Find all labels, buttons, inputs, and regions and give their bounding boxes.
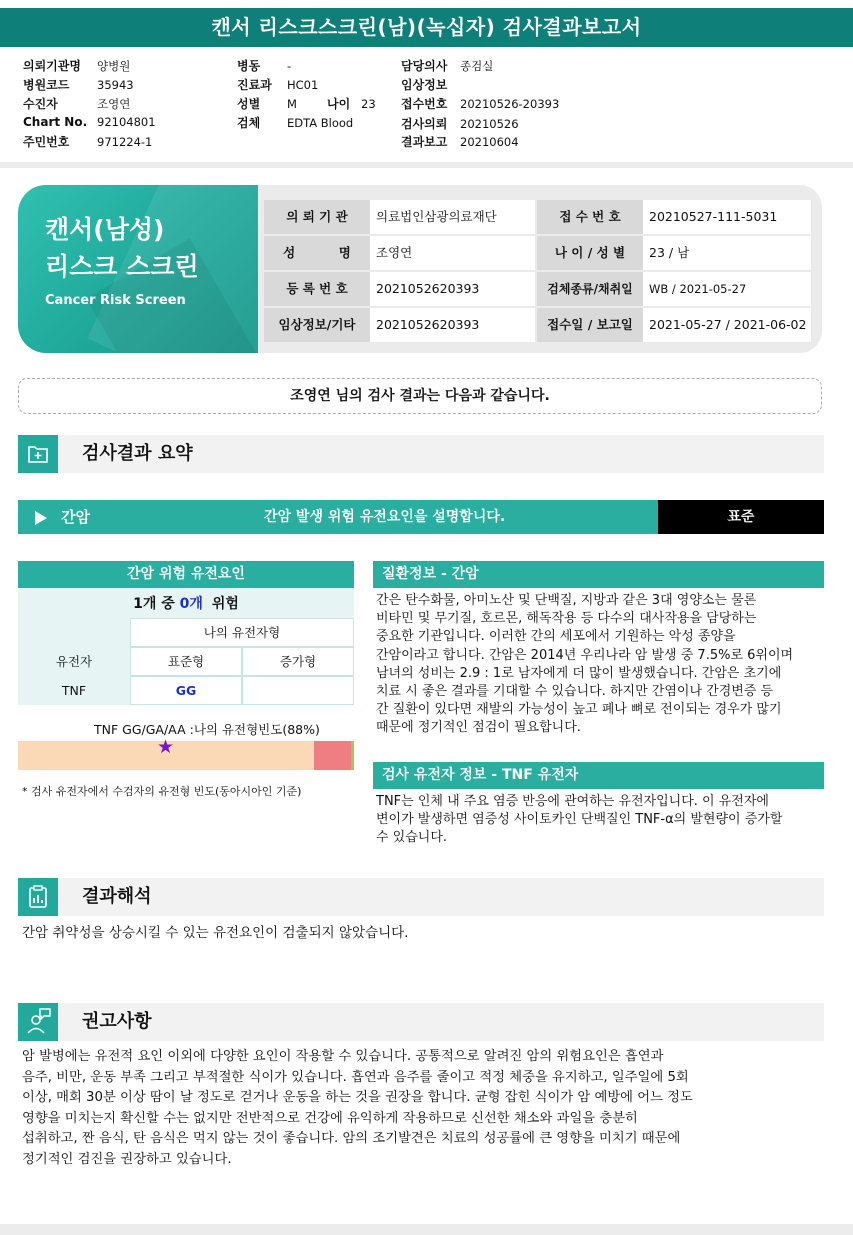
text-line: 간암이라고 합니다. 간암은 2014년 우리나라 암 발생 중 7.5%로 6위이며 — [376, 647, 794, 663]
gene-table-title: 간암 위험 유전요인 — [18, 561, 354, 588]
header-value: HC01 — [287, 78, 319, 92]
info-label: 의 뢰 기 관 — [264, 200, 370, 234]
text-line: 이상, 매회 30분 이상 땀이 날 정도로 걷거나 운동을 하는 것을 권장을 합니다. 균형 잡힌 식이가 암 예방에 어느 정도 — [22, 1090, 693, 1105]
header-field — [23, 76, 134, 93]
header-value: M — [287, 97, 297, 111]
header-value: 971224-1 — [97, 135, 153, 149]
report-header — [0, 55, 853, 165]
header-value: 20210604 — [460, 135, 519, 149]
section-title: 검사결과 요약 — [82, 443, 193, 464]
category-bar — [18, 500, 824, 534]
header-field — [23, 115, 156, 129]
gene-table — [18, 588, 354, 705]
header-value: 조영연 — [97, 97, 131, 111]
info-value: 2021052620393 — [370, 308, 535, 342]
header-key: 담당의사 — [401, 59, 448, 73]
header-key: 병원코드 — [23, 78, 70, 92]
info-label: 임상정보/기타 — [264, 308, 370, 342]
risk-level-badge: 표준 — [658, 500, 824, 534]
text-line: 영향을 미치는지 확신할 수는 없지만 전반적으로 건강에 유익하게 작용하므로 신선한 채소와 과일을 충분히 — [22, 1110, 638, 1126]
risk-count-value: 0개 — [179, 596, 203, 612]
header-field — [23, 95, 130, 112]
text-line: 섭취하고, 짠 음식, 탄 음식은 먹지 않는 것이 좋습니다. 암의 조기발견은 치료의 성공률에 큰 영향을 미치기 때문에 — [22, 1131, 681, 1146]
header-field — [237, 76, 318, 93]
text-line: TNF는 인체 내 주요 염증 반응에 관여하는 유전자입니다. 이 유전자에 — [376, 794, 769, 809]
gene-info-text — [376, 793, 782, 848]
interpretation-text: 간암 취약성을 상승시킬 수 있는 유전요인이 검출되지 않았습니다. — [22, 925, 409, 941]
header-key: 결과보고 — [401, 135, 448, 149]
header-key: 임상정보 — [401, 78, 448, 92]
text-line: 암 발병에는 유전적 요인 이외에 다양한 요인이 작용할 수 있습니다. 공통적으로 알려진 암의 위험요인은 흡연과 — [22, 1049, 664, 1064]
header-value: 23 — [361, 97, 376, 111]
info-value: 23 / 남 — [643, 236, 811, 270]
frequency-footnote: * 검사 유전자에서 수검자의 유전형 빈도(동아시아인 기준) — [22, 785, 302, 798]
header-key: 주민번호 — [23, 135, 70, 149]
text-line: 남녀의 성비는 2.9 : 1로 남자에게 더 많이 발생했습니다. 간암은 초기에 — [376, 665, 782, 681]
increased-genotype-value — [242, 676, 354, 705]
text-line: 치료 시 좋은 결과를 기대할 수 있습니다. 하지만 간염이나 간경변증 등 — [376, 684, 774, 700]
disease-info-title: 질환정보 - 간암 — [373, 561, 824, 588]
header-field — [401, 57, 493, 74]
header-key: 의뢰기관명 — [23, 59, 81, 73]
text-line: 때문에 정기적인 점검이 필요합니다. — [376, 720, 581, 736]
header-field — [237, 114, 353, 131]
info-value: 2021-05-27 / 2021-06-02 — [643, 308, 811, 342]
info-value: 2021052620393 — [370, 272, 535, 306]
recommendation-text — [22, 1047, 693, 1170]
header-value: 종검실 — [460, 59, 494, 73]
header-key: 수진자 — [23, 97, 58, 111]
text-line: 간은 탄수화물, 아미노산 및 단백질, 지방과 같은 3대 영양소는 물론 — [376, 593, 757, 608]
header-value: 20210526-20393 — [460, 97, 560, 111]
header-key: 진료과 — [237, 78, 272, 92]
header-field — [237, 57, 291, 74]
info-label: 접수일 / 보고일 — [537, 308, 643, 342]
header-field — [327, 95, 376, 112]
page-footer-strip — [0, 1224, 853, 1235]
info-label: 접 수 번 호 — [537, 200, 643, 234]
header-divider — [0, 162, 853, 168]
info-value: 20210527-111-5031 — [643, 200, 811, 234]
header-key: 접수번호 — [401, 97, 448, 111]
text-line: 비타민 및 무기질, 호르몬, 해독작용 등 다수의 대사작용을 담당하는 — [376, 611, 757, 627]
standard-genotype-value: GG — [130, 676, 242, 705]
star-marker-icon: ★ — [157, 736, 175, 758]
text-line: 중요한 기관입니다. 이러한 간의 세포에서 기원하는 악성 종양을 — [376, 629, 736, 645]
text-line: 수 있습니다. — [376, 830, 448, 846]
patient-info-table — [258, 185, 822, 353]
gene-name: TNF — [61, 683, 87, 698]
header-key: 나이 — [327, 97, 351, 111]
header-field — [401, 76, 460, 93]
clipboard-chart-icon — [18, 878, 58, 916]
text-line: 정기적인 검진을 권장하고 있습니다. — [22, 1151, 232, 1167]
frequency-segment — [351, 741, 354, 770]
info-label: 성 명 — [264, 236, 370, 270]
frequency-label: TNF GG/GA/AA :나의 유전형빈도(88%) — [94, 722, 320, 737]
category-description: 간암 발생 위험 유전요인을 설명합니다. — [264, 509, 506, 525]
info-value: WB / 2021-05-27 — [643, 272, 811, 306]
header-field — [401, 115, 519, 132]
section-summary — [18, 435, 824, 473]
text-line: 변이가 발생하면 염증성 사이토카인 단백질인 TNF-α의 발현량이 증가할 — [376, 812, 783, 828]
gene-info-title: 검사 유전자 정보 - TNF 유전자 — [373, 762, 824, 789]
header-value: EDTA Blood — [287, 116, 354, 130]
product-badge — [18, 185, 258, 353]
header-value: 35943 — [97, 78, 134, 92]
header-key: 검체 — [237, 116, 261, 130]
play-triangle-icon — [35, 511, 47, 525]
header-field — [401, 133, 519, 150]
badge-title-line2: 리스크 스크린 — [45, 252, 199, 281]
info-label: 나 이 / 성 별 — [537, 236, 643, 270]
info-value: 조영연 — [370, 236, 535, 270]
section-title: 결과해석 — [82, 886, 152, 907]
disease-info-text — [376, 592, 793, 738]
risk-count — [18, 593, 354, 613]
header-key: 성별 — [237, 97, 261, 111]
badge-subtitle: Cancer Risk Screen — [45, 293, 186, 308]
info-value: 의료법인삼광의료재단 — [370, 200, 535, 234]
doctor-chat-icon — [18, 1003, 58, 1041]
header-key: 검사의뢰 — [401, 117, 448, 131]
header-key: Chart No. — [23, 115, 88, 129]
section-interpretation — [18, 878, 824, 916]
category-name: 간암 — [61, 508, 90, 526]
my-genotype-header: 나의 유전자형 — [130, 618, 354, 647]
header-field — [23, 57, 130, 74]
badge-title-line1: 캔서(남성) — [45, 215, 165, 244]
folder-plus-icon — [18, 435, 58, 473]
header-value: 양병원 — [97, 59, 131, 73]
standard-type-header: 표준형 — [130, 647, 242, 676]
report-title: 캔서 리스크스크린(남)(녹십자) 검사결과보고서 — [0, 8, 853, 47]
risk-count-suffix: 위험 — [211, 596, 239, 612]
header-field — [237, 95, 297, 112]
header-key: 병동 — [237, 59, 261, 73]
result-banner: 조영연 님의 검사 결과는 다음과 같습니다. — [18, 378, 822, 414]
header-field — [23, 133, 152, 150]
info-label: 등 록 번 호 — [264, 272, 370, 306]
header-field — [401, 95, 559, 112]
increased-type-header: 증가형 — [242, 647, 354, 676]
section-recommendation — [18, 1003, 824, 1041]
text-line: 음주, 비만, 운동 부족 그리고 부적절한 식이가 있습니다. 흡연과 음주를 줄이고 적정 체중을 유지하고, 일주일에 5회 — [22, 1069, 689, 1085]
header-value: - — [287, 59, 292, 73]
section-title: 권고사항 — [82, 1011, 152, 1032]
header-value: 20210526 — [460, 117, 519, 131]
gene-column-header: 유전자 — [55, 654, 93, 669]
text-line: 간 질환이 있다면 재발의 가능성이 높고 폐나 뼈로 전이되는 경우가 많기 — [376, 702, 782, 718]
frequency-bar — [18, 736, 354, 770]
frequency-segment — [314, 741, 351, 770]
info-label: 검체종류/채취일 — [537, 272, 643, 306]
header-value: 92104801 — [97, 115, 156, 129]
risk-count-prefix: 1개 중 — [133, 596, 175, 612]
